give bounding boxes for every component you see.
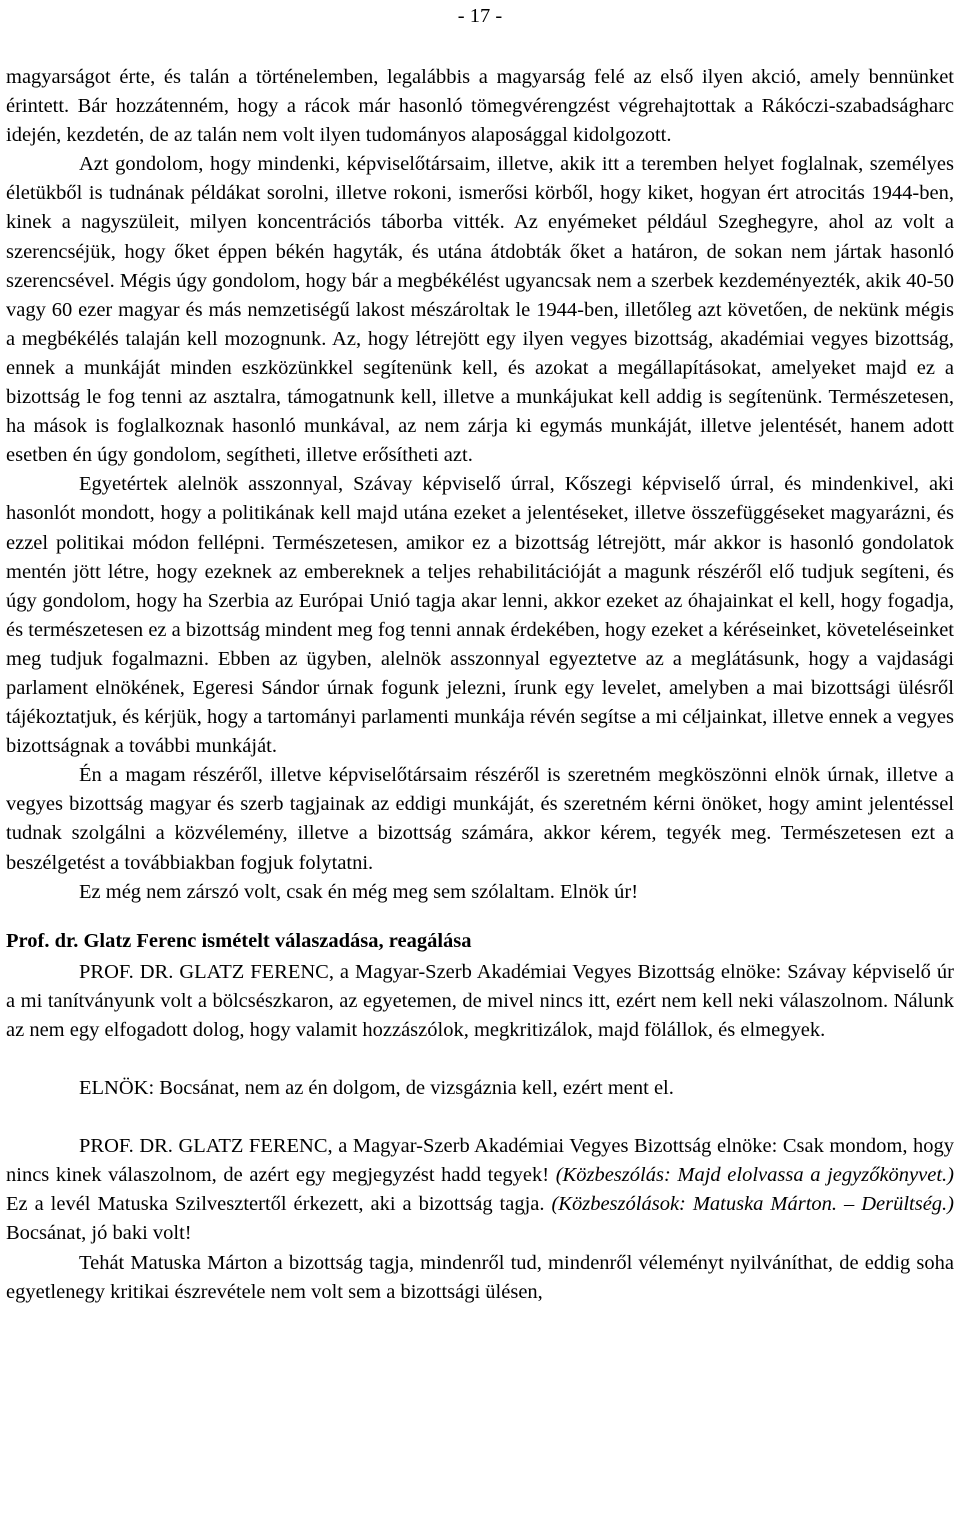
section-heading: Prof. dr. Glatz Ferenc ismételt válaszadása, reagálása: [6, 929, 472, 952]
paragraph: Ez még nem zárszó volt, csak én még meg sem szólaltam. Elnök úr!: [79, 880, 639, 903]
speech-text: Szávay képviselő úr a mi tanítványunk volt a bölcsészkaron, az egyetemen, de mivel nincs itt, ezért nem kell neki válaszolnom. Nálunk az nem egy elfogadott dolog, hogy valamit hozzászólok, megkritizálok, majd fölállok, és elmegyek.: [6, 960, 954, 1041]
speech-text: Bocsánat, jó baki volt!: [6, 1222, 192, 1245]
speaker-label: PROF. DR. GLATZ FERENC, a Magyar-Szerb Akadémiai Vegyes Bizottság elnöke:: [79, 960, 782, 983]
document-page: [6, 0, 954, 1525]
speaker-paragraph: [6, 1132, 954, 1248]
paragraph: Én a magam részéről, illetve képviselőtársaim részéről is szeretném megköszönni elnök úrnak, illetve a vegyes bizottság magyar és szerb tagjainak az eddigi munkáját, és szeretném kérni önöket, hogy amint jelentéssel tudnak szolgálni a közvélemény, illetve a bizottság számára, akkor kérem, tegyék meg. Természetesen ezt a beszélgetést a továbbiakban fogjuk folytatni.: [6, 764, 954, 874]
paragraph-continuation: magyarságot érte, és talán a történelemben, legalábbis a magyarság felé az első ilyen akció, amely bennünket érintett. Bár hozzátenném, hogy a rácok már hasonló tömegvérengzést végrehajtottak a Rákóczi-szabadságharc idején, kezdetén, de az talán nem volt ilyen tudományos alaposággal kidolgozott.: [6, 66, 954, 147]
speaker-paragraph: ELNÖK: Bocsánat, nem az én dolgom, de vizsgáznia kell, ezért ment el.: [79, 1077, 674, 1100]
paragraph: Azt gondolom, hogy mindenki, képviselőtársaim, illetve, akik itt a teremben helyet foglalnak, személyes életükből is tudnának példákat sorolni, illetve rokoni, ismerősi körből, hogy kiket, hogyan ért atrocitás 1944-ben, kinek a nagyszüleit, milyen koncentrációs táborba vitték. Az enyémeket például Szeghegyre, ahol az volt a szerencséjük, hogy őket éppen békén hagyták, és utána átdobták őket a határon, de sokan nem jártak hasonló szerencsével. Mégis úgy gondolom, hogy bár a megbékélést ugyancsak nem a szerbek kezdeményezték, akik 40-50 vagy 60 ezer magyar és más nemzetiségű lakost mészároltak le 1944-ben, illetőleg azt követően, de nekünk mégis a megbékélés talaján kell mozognunk. Az, hogy létrejött egy ilyen vegyes bizottság, akadémiai vegyes bizottság, ennek a munkáját minden eszközünkkel segítenünk kell, és azokat a megállapításokat, amelyeket majd ez a bizottság le fog tenni az asztalra, támogatnunk kell, illetve a munkájukat kell addig is segítenünk. Természetesen, ha mások is foglalkoznak hasonló munkával, az nem zárja ki egymás munkáját, illetve jelentését, hanem adott esetben én úgy gondolom, segítheti, illetve erősítheti azt.: [6, 153, 954, 467]
speaker-label: PROF. DR. GLATZ FERENC, a Magyar-Szerb Akadémiai Vegyes Bizottság elnöke:: [79, 1135, 778, 1158]
speaker-paragraph: [6, 958, 954, 1045]
speech-text: Ez a levél Matuska Szilvesztertől érkezett, aki a bizottság tagja.: [6, 1193, 545, 1216]
speech-text: Csak mondom, hogy nincs kinek válaszolnom, de azért egy megjegyzést hadd tegyek!: [6, 1135, 954, 1187]
paragraph: Egyetértek alelnök asszonnyal, Szávay képviselő úrral, Kőszegi képviselő úrral, és mindenkivel, aki hasonlót mondott, hogy a politikának kell majd utána ezeket a jelentéseket, illetve összefüggéseket magyarázni, és ezzel politikai módon fellépni. Természetesen, amikor ez a bizottság létrejött, már akkor is hasonló gondolatok mentén jött létre, hogy ezeknek az embereknek a teljes rehabilitációját a magunk részéről elő tudjuk segíteni, és úgy gondolom, hogy ha Szerbia az Európai Unió tagja akar lenni, akkor ezeket az óhajainkat el kell, hogy fogadja, és természetesen ez a bizottság mindent meg fog tenni annak érdekében, hogy ezeket a kéréseinket, követeléseinket meg tudjuk fogalmazni. Ebben az ügyben, alelnök asszonnyal egyeztetve az a meglátásunk, hogy a vajdasági parlament elnökének, Egeresi Sándor úrnak fogunk jelezni, írunk egy levelet, amelyben a mai bizottsági ülésről tájékoztatjuk, és kérjük, hogy a tartományi parlamenti munkája révén segítse a mi céljainkat, illetve ennek a vegyes bizottságnak a további munkáját.: [6, 473, 954, 758]
page-number: - 17 -: [457, 5, 503, 27]
paragraph: Tehát Matuska Márton a bizottság tagja, mindenről tud, mindenről véleményt nyilváníthat, de eddig soha egyetlenegy kritikai észrevétele nem volt sem a bizottsági ülésen,: [6, 1251, 954, 1303]
interjection: (Közbeszólások: Matuska Márton. – Derültség.): [551, 1193, 954, 1216]
interjection: (Közbeszólás: Majd elolvassa a jegyzőkönyvet.): [555, 1164, 954, 1187]
